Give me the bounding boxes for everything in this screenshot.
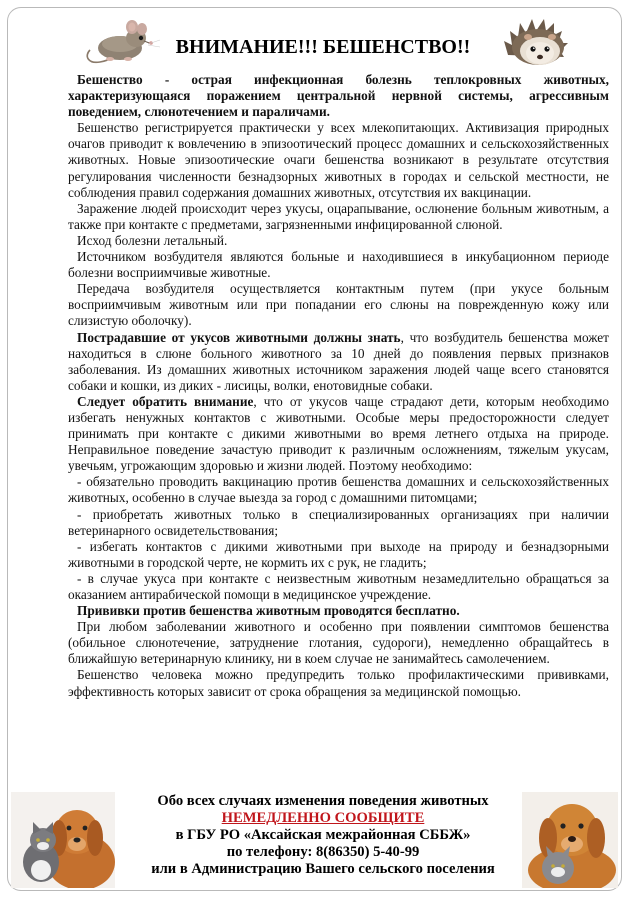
mouse-photo [82,10,162,68]
paragraph-symptoms: При любом заболевании животного и особенно при появлении симптомов бешенства (обильное слюнотечение, затруднение глотания, судороги), немедленно обращайтесь в ближайшую ветеринарную клинику, ни в коем случае не занимайтесь самолечением. [68,619,609,667]
definition-lead: Бешенство [77,72,143,87]
paragraph-spread: Бешенство регистрируется практически у всех млекопитающих. Активизация природных очагов приводит к вовлечению в эпизоотический процесс домашних и сельскохозяйственных животных. Новые эпизоотические очаги бешенства возникают в результате отсутствия регулирования численности безнадзорных животных в городах и сельской местности, не соблюдения правил содержания домашних животных, отсутствия их вакцинации. [68,120,609,200]
page-title: ВНИМАНИЕ!!! БЕШЕНСТВО!! [175,36,471,58]
contact-alternative: или в Администрацию Вашего сельского поселения [151,860,495,877]
paragraph-free-vaccination [68,603,609,619]
paragraph-transmission: Передача возбудителя осуществляется контактным путем (при укусе больным восприимчивым животным или при попадании его слюны на поврежденную кожу или слизистую оболочку). [68,281,609,329]
attention-text: , что от укусов чаще страдают дети, которым необходимо избегать ненужных контактов с животными. Особые меры предосторожности следует принимать при контакте с дикими животными во время летнего отдыха на природе. Неправильное поведение зачастую приводит к различным осложнениям, тяжелым укусам, увечьям, угрожающим здоровью и жизни людей. Поэтому необходимо: [68,393,609,474]
contact-phone: по телефону: 8(86350) 5-40-99 [226,843,420,860]
free-vaccination-text: Прививки против бешенства животным проводятся бесплатно. [77,603,460,619]
paragraph-infection: Заражение людей происходит через укусы, оцарапывание, ослюнение больным животным, а также при контакте с предметами, загрязненными инфицированной слюной. [68,200,609,232]
paragraph-source: Источником возбудителя являются больные и находившиеся в инкубационном периоде болезни восприимчивые животные. [68,249,609,281]
list-item-bite-help: - в случае укуса при контакте с неизвестным животным незамедлительно обращаться за оказанием антирабической помощи в медицинское учреждение. [68,570,609,602]
victims-text: , что возбудитель бешенства может находиться в слюне больного животного за 10 дней до появления первых признаков заболевания. Из домашних животных источником заражения людей чаще всего становятся собаки и кошки, из диких - лисицы, волки, енотовидные собаки. [68,329,609,393]
victims-lead: Пострадавшие от укусов животными должны знать [77,329,401,345]
paragraph-victims [68,330,609,394]
dog-and-cat-photo [11,792,115,888]
paragraph-attention [68,394,609,474]
paragraph-definition [68,72,609,120]
list-item-avoid-contact: - избегать контактов с дикими животными при выходе на природу и безнадзорными животными в городской черте, не кормить их с рук, не гладить; [68,538,609,570]
definition-text: - острая инфекционная болезнь теплокровных животных, характеризующаяся поражением центральной нервной системы, агрессивным поведением, слюнотечением и параличами. [68,72,609,120]
hedgehog-photo [498,11,580,69]
article-body [68,72,609,700]
contact-organization: в ГБУ РО «Аксайская межрайонная СББЖ» [175,826,471,843]
list-item-purchase: - приобретать животных только в специализированных организациях при наличии ветеринарного освидетельствования; [68,506,609,538]
contact-line-intro: Обо всех случаях изменения поведения животных [157,793,489,809]
urgent-report-label: НЕМЕДЛЕННО СООБЩИТЕ [221,809,425,826]
leaflet-page [7,7,622,891]
contact-notice [108,793,538,878]
paragraph-outcome: Исход болезни летальный. [77,232,228,248]
paragraph-prevention: Бешенство человека можно предупредить только профилактическими прививками, эффективность которых зависит от срока обращения за медицинской помощью. [68,667,609,699]
list-item-vaccination: - обязательно проводить вакцинацию против бешенства домашних и сельскохозяйственных животных, особенно в случае выезда за город с домашними питомцами; [68,474,609,506]
attention-lead: Следует обратить внимание [77,393,254,409]
